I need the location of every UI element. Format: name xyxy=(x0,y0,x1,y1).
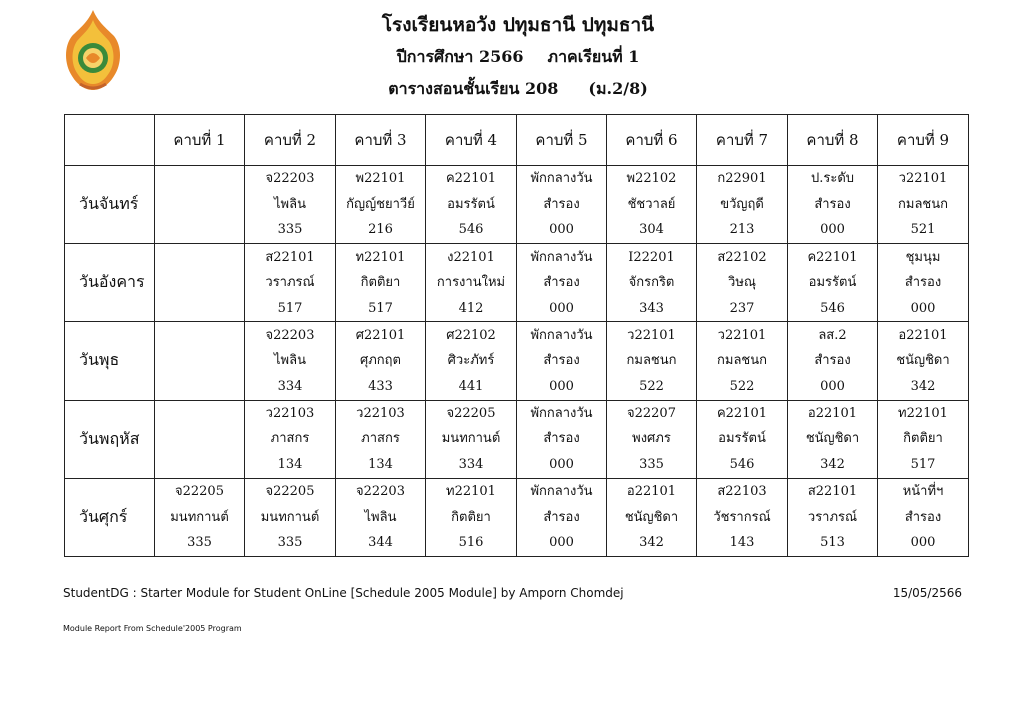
subject-code: ว22101 xyxy=(627,327,676,343)
schedule-cell xyxy=(245,166,336,244)
schedule-cell xyxy=(607,400,697,478)
teacher-name: กมลชนก xyxy=(898,196,948,212)
room-number: 000 xyxy=(549,456,574,472)
room-number xyxy=(155,374,244,400)
room-number: 516 xyxy=(458,535,484,551)
room-number: 344 xyxy=(368,535,393,551)
period-header: คาบที่ 9 xyxy=(878,115,969,166)
room-number: 412 xyxy=(458,300,484,316)
teacher-name: วัชรากรณ์ xyxy=(713,509,771,525)
room-number: 304 xyxy=(639,222,664,238)
teacher-name: ชนัญชิดา xyxy=(896,353,950,369)
teacher-name: กิตติยา xyxy=(451,509,491,525)
teacher-name: วิษณุ xyxy=(728,275,756,291)
schedule-cell xyxy=(788,400,878,478)
schedule-cell xyxy=(607,166,697,244)
footer-note: Module Report From Schedule'2005 Program xyxy=(63,624,242,633)
room-number: 335 xyxy=(277,535,303,551)
room-number: 134 xyxy=(368,456,393,472)
room-number: 513 xyxy=(820,535,845,551)
subject-code: จ22207 xyxy=(627,405,676,421)
room-number: 134 xyxy=(277,456,303,472)
subject-code: ค22101 xyxy=(716,405,768,421)
subject-code: ค22101 xyxy=(445,171,497,187)
day-row xyxy=(65,244,969,322)
teacher-name: ศิวะภัทร์ xyxy=(447,353,495,369)
teacher-name: จักรกริต xyxy=(628,275,675,291)
period-header-row xyxy=(65,115,969,166)
teacher-name: สำรอง xyxy=(814,196,851,212)
schedule-cell xyxy=(517,322,607,400)
schedule-cell xyxy=(336,400,426,478)
room-number: 546 xyxy=(820,300,845,316)
subject-code: ป.ระดับ xyxy=(810,171,855,187)
schedule-cell xyxy=(336,322,426,400)
day-row xyxy=(65,322,969,400)
schedule-cell xyxy=(517,400,607,478)
schedule-cell xyxy=(426,478,517,556)
subject-code: อ22101 xyxy=(898,327,948,343)
period-header: คาบที่ 4 xyxy=(426,115,517,166)
class-title: ตารางสอนชั้นเรียน 208 xyxy=(388,79,559,98)
teacher-name: ศุภกฤต xyxy=(359,353,401,369)
subject-code: ว22103 xyxy=(356,405,405,421)
schedule-cell xyxy=(788,478,878,556)
room-number: 342 xyxy=(639,535,664,551)
schedule-cell xyxy=(245,244,336,322)
subject-code: ว22101 xyxy=(717,327,767,343)
schedule-cell xyxy=(788,244,878,322)
teacher-name: อมรรัตน์ xyxy=(808,275,857,291)
room-number: 216 xyxy=(368,222,393,238)
teacher-name: พงศภร xyxy=(632,431,671,447)
schedule-cell xyxy=(336,166,426,244)
room-number xyxy=(155,296,244,322)
room-number: 000 xyxy=(549,222,574,238)
schedule-cell xyxy=(155,400,245,478)
room-number: 000 xyxy=(549,300,574,316)
room-number: 000 xyxy=(820,222,845,238)
room-number: 335 xyxy=(187,535,212,551)
room-number: 342 xyxy=(820,456,845,472)
schedule-cell xyxy=(697,322,788,400)
subject-code: หน้าที่ฯ xyxy=(902,484,944,500)
teacher-name: สำรอง xyxy=(814,353,851,369)
schedule-cell xyxy=(697,244,788,322)
teacher-name: ไพลิน xyxy=(274,353,306,369)
room-number: 335 xyxy=(277,222,303,238)
subject-code xyxy=(155,245,244,271)
teacher-name: สำรอง xyxy=(543,431,580,447)
subject-code: ท22101 xyxy=(446,484,496,500)
subject-code: อ22101 xyxy=(626,484,677,500)
teacher-name: สำรอง xyxy=(543,353,580,369)
schedule-cell xyxy=(878,322,969,400)
subject-code: ท22101 xyxy=(355,249,406,265)
room-number: 517 xyxy=(368,300,393,316)
room-number: 000 xyxy=(549,378,574,394)
teacher-name: อมรรัตน์ xyxy=(718,431,766,447)
room-number: 546 xyxy=(729,456,755,472)
subject-code: ง22101 xyxy=(447,249,495,265)
day-label: วันอังคาร xyxy=(65,244,155,322)
schedule-cell xyxy=(245,478,336,556)
teacher-name: วราภรณ์ xyxy=(265,275,315,291)
schedule-cell xyxy=(878,400,969,478)
day-label: วันจันทร์ xyxy=(65,166,155,244)
room-number: 334 xyxy=(458,456,484,472)
subject-code: ส22103 xyxy=(717,484,767,500)
teacher-name: กิตติยา xyxy=(360,275,401,291)
schedule-cell xyxy=(426,166,517,244)
room-number: 343 xyxy=(639,300,664,316)
subject-code: จ22205 xyxy=(265,484,315,500)
room-number: 522 xyxy=(639,378,664,394)
subject-code: พักกลางวัน xyxy=(530,405,593,421)
room-number: 143 xyxy=(729,535,755,551)
subject-code: จ22205 xyxy=(446,405,496,421)
subject-code: ศ22101 xyxy=(355,327,406,343)
teacher-name: สำรอง xyxy=(543,275,580,291)
schedule-cell xyxy=(426,322,517,400)
room-number: 521 xyxy=(910,222,936,238)
schedule-cell xyxy=(426,244,517,322)
schedule-cell xyxy=(245,400,336,478)
teacher-name: กมลชนก xyxy=(717,353,767,369)
day-label: วันพฤหัส xyxy=(65,400,155,478)
teacher-name: ชนัญชิดา xyxy=(624,509,679,525)
schedule-cell xyxy=(697,400,788,478)
teacher-name: มนทกานต์ xyxy=(170,509,229,525)
teacher-name: มนทกานต์ xyxy=(441,431,501,447)
schedule-cell xyxy=(517,166,607,244)
subject-code: ท22101 xyxy=(898,405,948,421)
teacher-name: กัญญ์ชยาวีย์ xyxy=(346,196,415,212)
subject-code xyxy=(155,401,244,427)
subject-code: ว22101 xyxy=(898,171,948,187)
schedule-cell xyxy=(788,322,878,400)
subject-code: พักกลางวัน xyxy=(530,249,593,265)
teacher-name: สำรอง xyxy=(543,509,580,525)
room-number: 000 xyxy=(820,378,845,394)
room-number: 517 xyxy=(910,456,936,472)
teacher-name: สำรอง xyxy=(543,196,580,212)
subject-code: ส22101 xyxy=(265,249,315,265)
subject-code: พ22102 xyxy=(626,171,677,187)
class-code: (ม.2/8) xyxy=(588,79,648,98)
room-number: 517 xyxy=(277,300,303,316)
teacher-name: การงานใหม่ xyxy=(436,275,506,291)
schedule-cell xyxy=(155,322,245,400)
footer-date: 15/05/2566 xyxy=(892,586,962,600)
day-row xyxy=(65,478,969,556)
period-header: คาบที่ 1 xyxy=(155,115,245,166)
subject-code xyxy=(155,166,244,192)
teacher-name xyxy=(155,270,244,296)
corner-cell xyxy=(65,115,155,166)
room-number: 546 xyxy=(458,222,484,238)
room-number: 000 xyxy=(910,300,936,316)
room-number: 237 xyxy=(729,300,755,316)
subject-code: จ22203 xyxy=(265,327,315,343)
room-number: 433 xyxy=(368,378,393,394)
room-number: 000 xyxy=(549,535,574,551)
teacher-name: ชัชวาลย์ xyxy=(627,196,676,212)
room-number: 334 xyxy=(277,378,303,394)
room-number: 522 xyxy=(729,378,755,394)
schedule-cell xyxy=(336,478,426,556)
schedule-cell xyxy=(517,478,607,556)
day-label: วันศุกร์ xyxy=(65,478,155,556)
subject-code: จ22203 xyxy=(265,171,315,187)
schedule-cell xyxy=(878,478,969,556)
subject-code xyxy=(155,323,244,349)
period-header: คาบที่ 3 xyxy=(336,115,426,166)
room-number: 213 xyxy=(729,222,755,238)
period-header: คาบที่ 8 xyxy=(788,115,878,166)
schedule-cell xyxy=(607,244,697,322)
room-number: 000 xyxy=(910,535,936,551)
day-row xyxy=(65,166,969,244)
teacher-name: มนทกานต์ xyxy=(260,509,320,525)
schedule-cell xyxy=(878,166,969,244)
subject-code: ว22103 xyxy=(265,405,315,421)
subject-code: อ22101 xyxy=(807,405,858,421)
teacher-name: วราภรณ์ xyxy=(807,509,858,525)
room-number: 335 xyxy=(639,456,664,472)
schedule-cell xyxy=(155,244,245,322)
schedule-cell xyxy=(878,244,969,322)
room-number: 342 xyxy=(910,378,936,394)
timetable xyxy=(64,114,969,557)
schedule-cell xyxy=(155,478,245,556)
schedule-cell xyxy=(245,322,336,400)
teacher-name: ภาสกร xyxy=(270,431,310,447)
schedule-cell xyxy=(607,478,697,556)
teacher-name xyxy=(155,426,244,452)
room-number xyxy=(155,217,244,243)
subject-code: ชุมนุม xyxy=(905,249,941,265)
period-header: คาบที่ 6 xyxy=(607,115,697,166)
academic-year-term xyxy=(6,45,1024,70)
teacher-name: ขวัญฤดี xyxy=(720,196,764,212)
schedule-cell xyxy=(697,478,788,556)
room-number: 441 xyxy=(458,378,484,394)
subject-code: พักกลางวัน xyxy=(530,484,593,500)
subject-code: จ22205 xyxy=(175,484,224,500)
class-schedule-title xyxy=(6,77,1024,102)
subject-code: พักกลางวัน xyxy=(530,327,593,343)
period-header: คาบที่ 7 xyxy=(697,115,788,166)
teacher-name: กิตติยา xyxy=(903,431,943,447)
teacher-name: อมรรัตน์ xyxy=(447,196,495,212)
semester: ภาคเรียนที่ 1 xyxy=(547,47,640,66)
teacher-name: ไพลิน xyxy=(274,196,306,212)
subject-code: พักกลางวัน xyxy=(530,171,593,187)
subject-code: I22201 xyxy=(628,249,675,265)
subject-code: พ22101 xyxy=(355,171,406,187)
schedule-cell xyxy=(426,400,517,478)
subject-code: ส22102 xyxy=(717,249,767,265)
schedule-cell xyxy=(336,244,426,322)
subject-code: จ22203 xyxy=(356,484,405,500)
schedule-cell xyxy=(155,166,245,244)
subject-code: ลส.2 xyxy=(818,327,847,343)
teacher-name: ไพลิน xyxy=(364,509,397,525)
teacher-name: สำรอง xyxy=(904,275,942,291)
teacher-name xyxy=(155,348,244,374)
period-header: คาบที่ 5 xyxy=(517,115,607,166)
schedule-cell xyxy=(607,322,697,400)
day-row xyxy=(65,400,969,478)
subject-code: ก22901 xyxy=(717,171,767,187)
teacher-name: สำรอง xyxy=(904,509,942,525)
room-number xyxy=(155,452,244,478)
schedule-cell xyxy=(517,244,607,322)
teacher-name: ชนัญชิดา xyxy=(805,431,860,447)
teacher-name xyxy=(155,192,244,218)
period-header: คาบที่ 2 xyxy=(245,115,336,166)
schedule-cell xyxy=(788,166,878,244)
teacher-name: ภาสกร xyxy=(361,431,400,447)
subject-code: ศ22102 xyxy=(446,327,496,343)
academic-year: ปีการศึกษา 2566 xyxy=(396,47,524,66)
schedule-cell xyxy=(697,166,788,244)
subject-code: ส22101 xyxy=(807,484,858,500)
teacher-name: กมลชนก xyxy=(626,353,677,369)
day-label: วันพุธ xyxy=(65,322,155,400)
school-name: โรงเรียนหอวัง ปทุมธานี ปทุมธานี xyxy=(381,14,655,36)
subject-code: ค22101 xyxy=(807,249,858,265)
footer-credit: StudentDG : Starter Module for Student OnLine [Schedule 2005 Module] by Amporn Chomdej xyxy=(63,586,624,600)
